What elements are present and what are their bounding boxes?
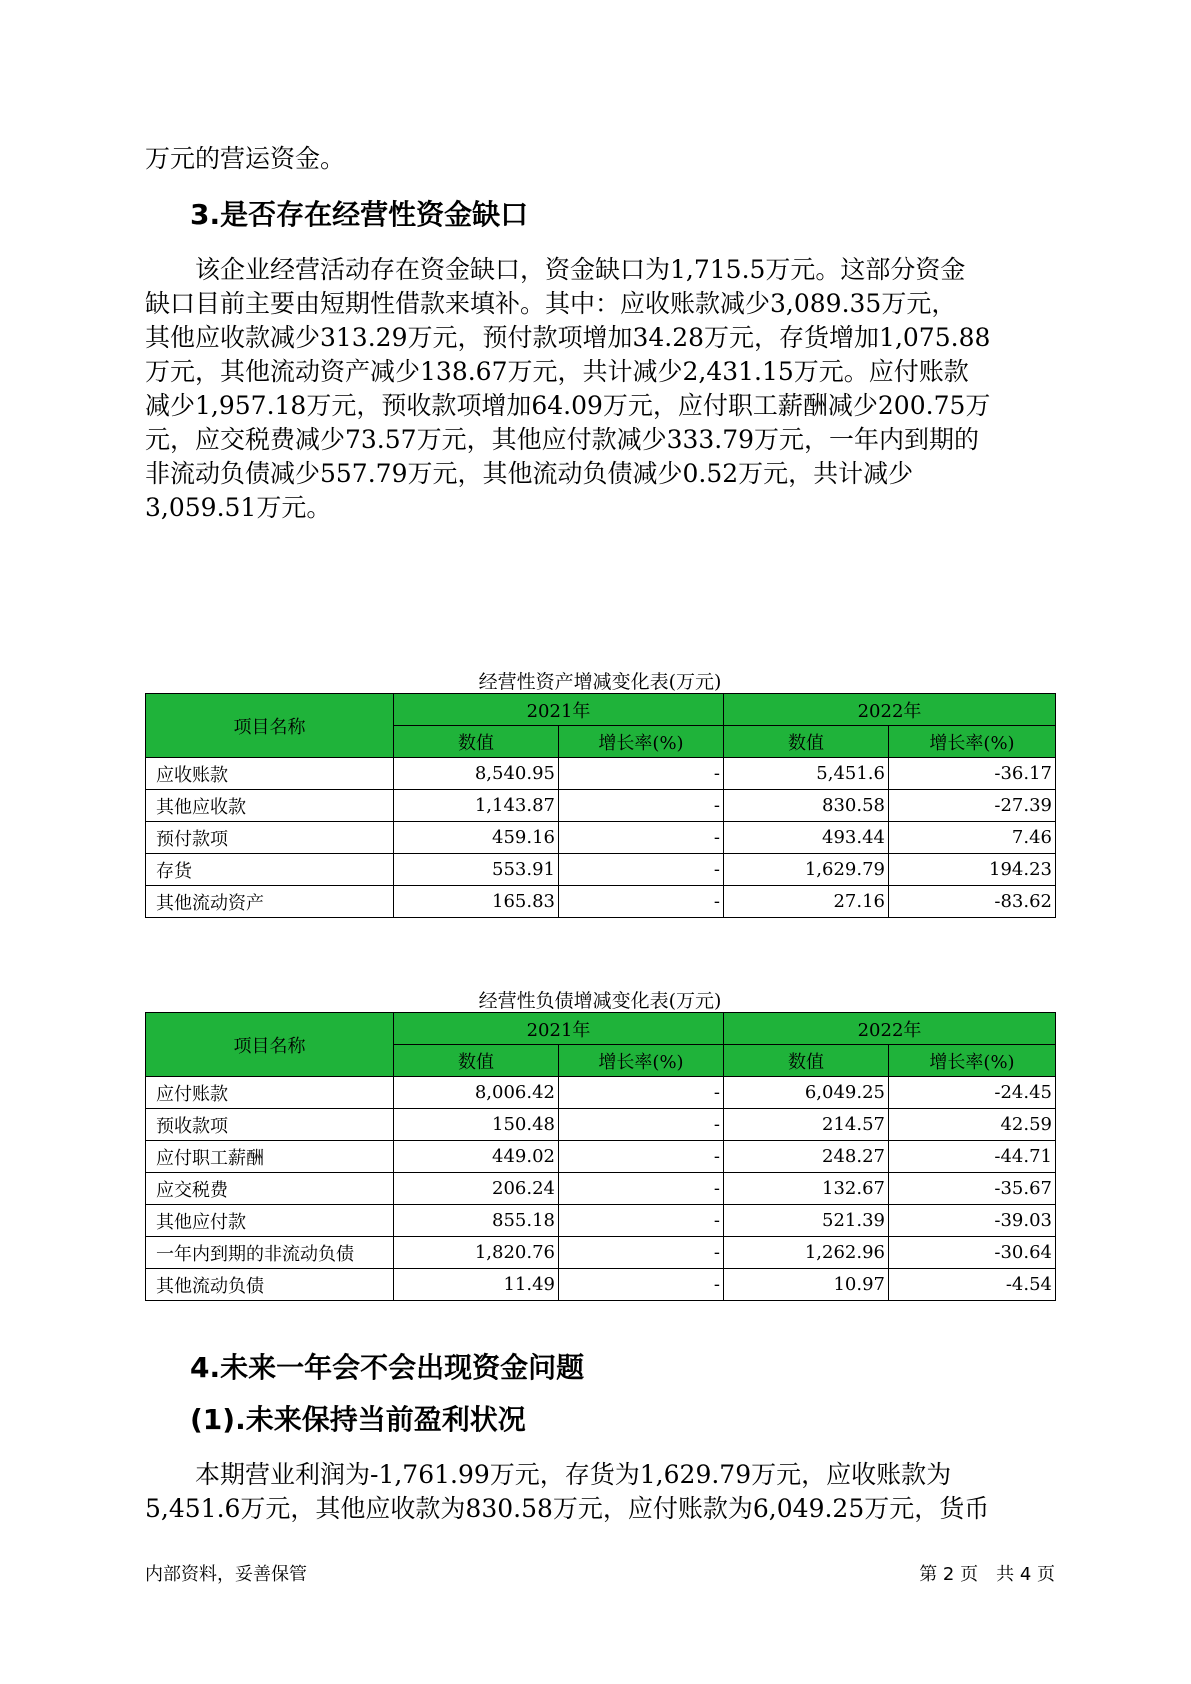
item-name: 应付账款	[146, 1077, 394, 1109]
value-2022: 132.67	[724, 1173, 889, 1205]
header-growth-rate: 增长率(%)	[889, 726, 1056, 758]
value-2021: 206.24	[394, 1173, 559, 1205]
value-2022: 1,629.79	[724, 854, 889, 886]
rate-2021: -	[559, 1109, 724, 1141]
value-2021: 1,143.87	[394, 790, 559, 822]
text-line: 5,451.6万元，其他应收款为830.58万元，应付账款为6,049.25万元，货币	[145, 1494, 990, 1523]
header-growth-rate: 增长率(%)	[559, 1045, 724, 1077]
item-name: 其他流动负债	[146, 1269, 394, 1301]
text-line: 3,059.51万元。	[145, 493, 332, 522]
text-line: 缺口目前主要由短期性借款来填补。其中：应收账款减少3,089.35万元，	[145, 289, 957, 318]
table-row	[146, 822, 1056, 854]
header-item-name: 项目名称	[146, 694, 394, 758]
value-2022: 521.39	[724, 1205, 889, 1237]
header-item-name: 项目名称	[146, 1013, 394, 1077]
item-name: 一年内到期的非流动负债	[146, 1237, 394, 1269]
rate-2021: -	[559, 1141, 724, 1173]
header-growth-rate: 增长率(%)	[889, 1045, 1056, 1077]
value-2021: 855.18	[394, 1205, 559, 1237]
header-year-2022: 2022年	[724, 1013, 1056, 1045]
table-row	[146, 1173, 1056, 1205]
rate-2022: -4.54	[889, 1269, 1056, 1301]
footer-confidential-note: 内部资料，妥善保管	[145, 1564, 307, 1585]
header-value: 数值	[724, 1045, 889, 1077]
text-line: 该企业经营活动存在资金缺口，资金缺口为1,715.5万元。这部分资金	[145, 255, 966, 284]
rate-2022: 42.59	[889, 1109, 1056, 1141]
rate-2021: -	[559, 1173, 724, 1205]
rate-2021: -	[559, 1269, 724, 1301]
text-line: 本期营业利润为-1,761.99万元，存货为1,629.79万元，应收账款为	[145, 1460, 952, 1489]
value-2022: 5,451.6	[724, 758, 889, 790]
rate-2022: -30.64	[889, 1237, 1056, 1269]
rate-2021: -	[559, 854, 724, 886]
section-heading-4: 4.未来一年会不会出现资金问题	[190, 1351, 585, 1384]
rate-2022: -35.67	[889, 1173, 1056, 1205]
paragraph-2	[145, 253, 1055, 525]
rate-2022: -39.03	[889, 1205, 1056, 1237]
paragraph-3	[145, 1458, 1055, 1526]
table-caption-assets: 经营性资产增减变化表(万元)	[478, 671, 722, 693]
item-name: 应交税费	[146, 1173, 394, 1205]
value-2021: 165.83	[394, 886, 559, 918]
footer-page-number: 第 2 页 共 4 页	[919, 1564, 1055, 1585]
text-line: 其他应收款减少313.29万元，预付款项增加34.28万元，存货增加1,075.88	[145, 323, 991, 352]
value-2022: 830.58	[724, 790, 889, 822]
value-2022: 1,262.96	[724, 1237, 889, 1269]
value-2022: 27.16	[724, 886, 889, 918]
item-name: 应收账款	[146, 758, 394, 790]
table-row	[146, 1077, 1056, 1109]
table-row	[146, 1141, 1056, 1173]
value-2022: 214.57	[724, 1109, 889, 1141]
text-line: 元，应交税费减少73.57万元，其他应付款减少333.79万元，一年内到期的	[145, 425, 980, 454]
value-2021: 553.91	[394, 854, 559, 886]
rate-2022: -27.39	[889, 790, 1056, 822]
text-line: 万元，其他流动资产减少138.67万元，共计减少2,431.15万元。应付账款	[145, 357, 969, 386]
rate-2021: -	[559, 1077, 724, 1109]
table-row	[146, 1269, 1056, 1301]
rate-2022: -83.62	[889, 886, 1056, 918]
value-2022: 248.27	[724, 1141, 889, 1173]
header-value: 数值	[724, 726, 889, 758]
subsection-heading-4-1: (1).未来保持当前盈利状况	[190, 1403, 526, 1436]
rate-2022: -36.17	[889, 758, 1056, 790]
rate-2022: 194.23	[889, 854, 1056, 886]
item-name: 其他应收款	[146, 790, 394, 822]
table-row	[146, 854, 1056, 886]
rate-2021: -	[559, 1237, 724, 1269]
header-year-2021: 2021年	[394, 694, 724, 726]
table-row	[146, 758, 1056, 790]
value-2022: 6,049.25	[724, 1077, 889, 1109]
section-heading-3: 3.是否存在经营性资金缺口	[190, 198, 529, 231]
rate-2021: -	[559, 790, 724, 822]
value-2021: 8,540.95	[394, 758, 559, 790]
table-caption-liabilities: 经营性负债增减变化表(万元)	[478, 990, 722, 1012]
item-name: 其他流动资产	[146, 886, 394, 918]
assets-change-table	[145, 693, 1056, 918]
header-value: 数值	[394, 1045, 559, 1077]
table-row	[146, 790, 1056, 822]
value-2021: 449.02	[394, 1141, 559, 1173]
item-name: 预付款项	[146, 822, 394, 854]
value-2021: 11.49	[394, 1269, 559, 1301]
value-2021: 8,006.42	[394, 1077, 559, 1109]
table-row	[146, 1205, 1056, 1237]
rate-2022: -44.71	[889, 1141, 1056, 1173]
item-name: 应付职工薪酬	[146, 1141, 394, 1173]
table-row	[146, 1109, 1056, 1141]
value-2021: 1,820.76	[394, 1237, 559, 1269]
rate-2022: -24.45	[889, 1077, 1056, 1109]
header-year-2022: 2022年	[724, 694, 1056, 726]
value-2021: 150.48	[394, 1109, 559, 1141]
item-name: 预收款项	[146, 1109, 394, 1141]
rate-2021: -	[559, 758, 724, 790]
header-value: 数值	[394, 726, 559, 758]
text-line: 非流动负债减少557.79万元，其他流动负债减少0.52万元，共计减少	[145, 459, 914, 488]
rate-2021: -	[559, 886, 724, 918]
item-name: 其他应付款	[146, 1205, 394, 1237]
table-row	[146, 1237, 1056, 1269]
liabilities-change-table	[145, 1012, 1056, 1301]
text-line: 减少1,957.18万元，预收款项增加64.09万元，应付职工薪酬减少200.75万	[145, 391, 991, 420]
table-row	[146, 886, 1056, 918]
value-2021: 459.16	[394, 822, 559, 854]
rate-2021: -	[559, 822, 724, 854]
paragraph-1	[145, 142, 1055, 176]
rate-2021: -	[559, 1205, 724, 1237]
header-growth-rate: 增长率(%)	[559, 726, 724, 758]
value-2022: 10.97	[724, 1269, 889, 1301]
value-2022: 493.44	[724, 822, 889, 854]
header-year-2021: 2021年	[394, 1013, 724, 1045]
rate-2022: 7.46	[889, 822, 1056, 854]
item-name: 存货	[146, 854, 394, 886]
text-line: 万元的营运资金。	[145, 144, 346, 173]
